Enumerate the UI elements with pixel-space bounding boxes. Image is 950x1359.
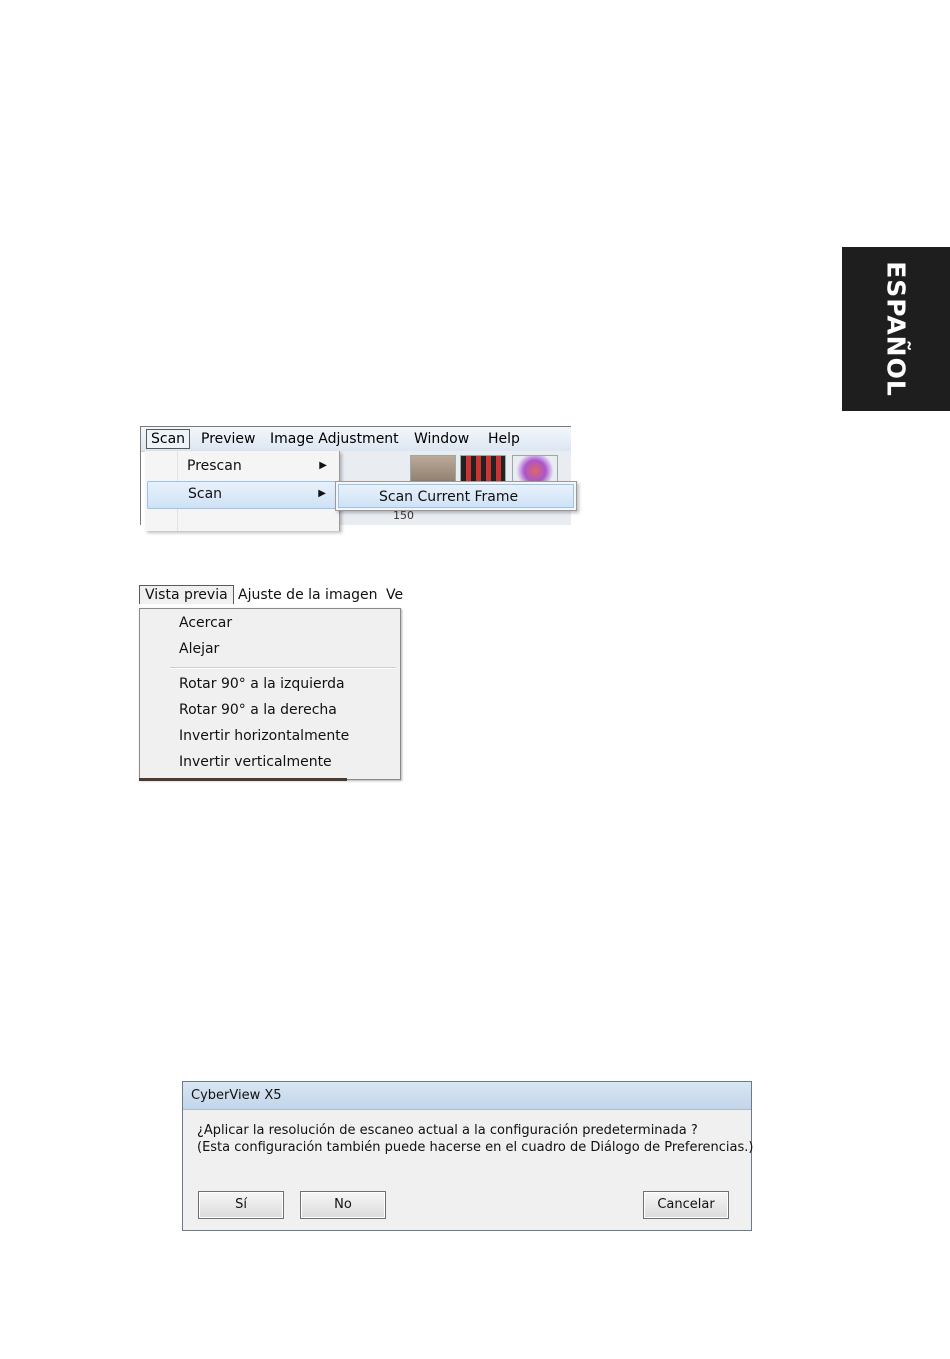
menu-item-rotar-derecha[interactable]: Rotar 90° a la derecha: [179, 702, 337, 718]
menu-ver-partial[interactable]: Ve: [386, 587, 404, 603]
dialog-title: CyberView X5: [191, 1088, 282, 1103]
menu-item-label: Prescan: [187, 458, 242, 474]
dialog-message-line1: ¿Aplicar la resolución de escaneo actual a la configuración predeterminada ?: [197, 1123, 698, 1138]
menu-bar: [139, 584, 404, 608]
scan-dropdown: [145, 451, 340, 531]
vista-previa-dropdown: [139, 608, 401, 780]
image-edge: [139, 778, 347, 781]
menu-item-prescan[interactable]: [147, 454, 337, 480]
menu-preview[interactable]: Preview: [201, 431, 256, 447]
submenu-arrow-icon: ▶: [318, 488, 326, 499]
yes-button[interactable]: Sí: [198, 1191, 284, 1219]
menu-image-adjustment[interactable]: Image Adjustment: [270, 431, 399, 447]
menu-item-scan[interactable]: [147, 481, 337, 509]
menu-item-rotar-izquierda[interactable]: Rotar 90° a la izquierda: [179, 676, 345, 692]
confirm-dialog: [182, 1081, 752, 1231]
menu-help[interactable]: Help: [488, 431, 520, 447]
resolution-value-partial: 150: [393, 509, 414, 522]
language-tab: [842, 247, 950, 411]
language-tab-label: ESPAÑOL: [881, 261, 911, 397]
menu-item-invertir-horizontal[interactable]: Invertir horizontalmente: [179, 728, 350, 744]
scan-menu-screenshot: [140, 426, 571, 525]
menu-bar: [141, 427, 571, 452]
dialog-message-line2: (Esta configuración también puede hacerse en el cuadro de Diálogo de Preferencias.): [197, 1140, 754, 1155]
menu-scan[interactable]: Scan: [146, 429, 190, 449]
menu-item-invertir-vertical[interactable]: Invertir verticalmente: [179, 754, 332, 770]
menu-item-label: Scan: [188, 486, 223, 502]
cancel-button[interactable]: Cancelar: [643, 1191, 729, 1219]
menu-item-alejar[interactable]: Alejar: [179, 641, 220, 657]
menu-item-scan-current-frame[interactable]: [338, 484, 574, 508]
menu-vista-previa[interactable]: Vista previa: [139, 585, 234, 604]
dialog-title-bar: [183, 1082, 751, 1110]
menu-item-acercar[interactable]: Acercar: [179, 615, 233, 631]
scan-submenu: [335, 481, 577, 511]
preview-menu-screenshot: [139, 584, 404, 781]
no-button[interactable]: No: [300, 1191, 386, 1219]
menu-separator: [170, 667, 396, 669]
menu-item-label: Scan Current Frame: [379, 489, 519, 505]
menu-ajuste-imagen[interactable]: Ajuste de la imagen: [238, 587, 378, 603]
submenu-arrow-icon: ▶: [319, 460, 327, 471]
menu-window[interactable]: Window: [414, 431, 470, 447]
